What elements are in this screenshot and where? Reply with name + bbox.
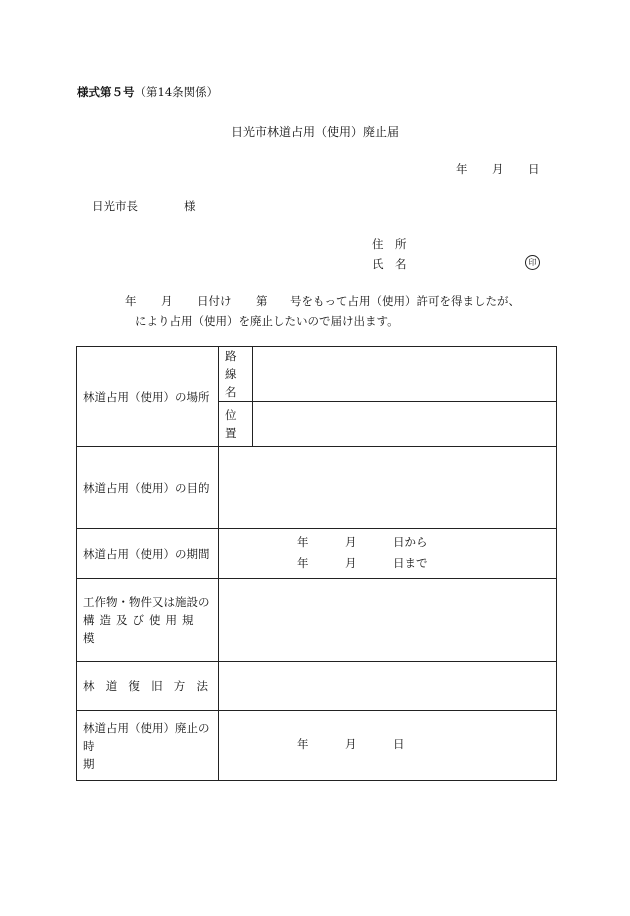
body-line2: により占用（使用）を廃止したいので届け出ます。 — [135, 314, 399, 328]
body-year: 年 — [125, 294, 137, 308]
abolition-value[interactable] — [219, 711, 557, 781]
abolition-label — [77, 711, 219, 781]
form-number — [77, 84, 218, 100]
position-value[interactable] — [253, 402, 557, 447]
abolition-day: 日 — [393, 737, 405, 751]
period-from-year: 年 — [297, 534, 309, 549]
address-label: 住 所 — [372, 237, 407, 251]
restoration-char: 方 — [173, 679, 186, 693]
period-from-day: 日から — [393, 534, 428, 549]
row-structure — [77, 579, 557, 662]
period-from — [225, 533, 550, 554]
structure-label-line1: 工作物・物件又は施設の — [83, 595, 210, 609]
document-title: 日光市林道占用（使用）廃止届 — [230, 125, 399, 139]
body-line1-rest: 号をもって占用（使用）許可を得ましたが、 — [290, 294, 520, 308]
structure-value[interactable] — [219, 579, 557, 662]
period-from-month: 月 — [345, 534, 357, 549]
seal-mark: 印 — [525, 255, 540, 270]
restoration-char: 復 — [128, 679, 140, 693]
row-period — [77, 529, 557, 579]
abolition-label-line2: 期 — [83, 756, 95, 771]
row-restoration — [77, 662, 557, 711]
addressee-name: 日光市長 — [92, 199, 138, 213]
route-label: 路線名 — [219, 347, 253, 402]
row-abolition — [77, 711, 557, 781]
date-year: 年 — [456, 162, 468, 176]
abolition-year: 年 — [297, 737, 309, 751]
form-reference: （第14条関係） — [134, 85, 219, 99]
row-route — [77, 347, 557, 402]
structure-label-line2: 構造及び使用規模 — [83, 613, 199, 645]
restoration-char: 道 — [105, 679, 118, 693]
name-label: 氏 名 — [372, 257, 407, 271]
date-day: 日 — [528, 162, 540, 176]
row-purpose — [77, 447, 557, 529]
location-label: 林道占用（使用）の場所 — [77, 347, 219, 447]
restoration-value[interactable] — [219, 662, 557, 711]
period-value[interactable] — [219, 529, 557, 579]
period-to-year: 年 — [297, 555, 309, 570]
restoration-char: 法 — [196, 679, 208, 693]
purpose-value[interactable] — [219, 447, 557, 529]
body-dated: 日付け — [197, 294, 232, 308]
form-table — [76, 346, 557, 781]
restoration-label — [77, 662, 219, 711]
route-value[interactable] — [253, 347, 557, 402]
restoration-char: 林 — [83, 679, 95, 693]
body-number-prefix: 第 — [256, 294, 268, 308]
period-to-day: 日まで — [393, 555, 428, 570]
form-number-label: 様式第５号 — [77, 85, 135, 99]
structure-label — [77, 579, 219, 662]
abolition-label-line1: 林道占用（使用）廃止の時 — [83, 720, 210, 753]
restoration-char: 旧 — [151, 679, 163, 693]
abolition-month: 月 — [345, 737, 357, 751]
purpose-label: 林道占用（使用）の目的 — [77, 447, 219, 529]
period-label: 林道占用（使用）の期間 — [77, 529, 219, 579]
restoration-label-chars — [83, 677, 212, 695]
period-to-month: 月 — [345, 555, 357, 570]
period-to — [225, 554, 550, 575]
abolition-date — [225, 735, 550, 756]
date-month: 月 — [492, 162, 504, 176]
addressee-honorific: 様 — [184, 199, 196, 213]
body-month: 月 — [161, 294, 173, 308]
position-label: 位 置 — [219, 402, 253, 447]
